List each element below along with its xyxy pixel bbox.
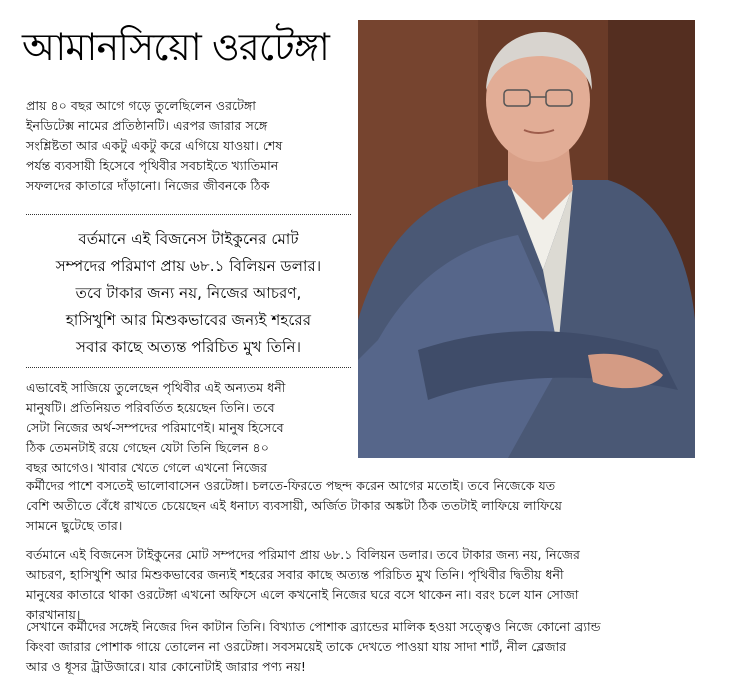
body-paragraph-left: এভাবেই সাজিয়ে তুলেছেন পৃথিবীর এই অন্যতম ধনী মানুষটি। প্রতিনিয়ত পরিবর্তিত হয়েছেন তিনি। তবে সেটা নিজের অর্থ-সম্পদের পরিমাণেই। মানুষ হিসেবে ঠিক তেমনটাই রয়ে গেছেন যেটা তিনি ছিলেন ৪০ বছর আগেও। খাবার খেতে গেলে এখনো নিজের	[26, 380, 286, 475]
intro-paragraph: প্রায় ৪০ বছর আগে গড়ে তুলেছিলেন ওরটেঙ্গা ইনডিটেক্স নামের প্রতিষ্ঠানটি। এরপর জারার সঙ্গে সংশ্লিষ্টতা আর একটু একটু করে এগিয়ে যাওয়া। শেষ পর্যন্ত ব্যবসায়ী হিসেবে পৃথিবীর সবচাইতে খ্যাতিমান সফলদের কাতারে দাঁড়ানো। নিজের জীবনকে ঠিক	[26, 98, 283, 193]
body-paragraph-2: বর্তমানে এই বিজনেস টাইকুনের মোট সম্পদের পরিমাণ প্রায় ৬৮.১ বিলিয়ন ডলার। তবে টাকার জন্য নয়, নিজের আচরণ, হাসিখুশি আর মিশুকভাবের জন্যই শহরের সবার কাছে অত্যন্ত পরিচিত মুখ তিনি। পৃথিবীর দ্বিতীয় ধনী মানুষের কাতারে থাকা ওরটেঙ্গা এখনো অফিসে এলে কখনোই নিজের ঘরে বসে থাকেন না। বরং চলে যান সোজা কারখানায়।	[26, 547, 580, 622]
portrait-photo	[358, 20, 695, 458]
pullquote-bottom-divider	[26, 367, 351, 368]
article-headline: আমানসিয়ো ওরটেঙ্গা	[22, 25, 329, 69]
portrait-illustration	[358, 20, 695, 458]
body-paragraph-1: কর্মীদের পাশে বসতেই ভালোবাসেন ওরটেঙ্গা। চলতে-ফিরতে পছন্দ করেন আগের মতোই। তবে নিজেকে যত বেশি অতীতে বেঁধে রাখতে চেয়েছেন এই ধনাঢ্য ব্যবসায়ী, অর্জিত টাকার অঙ্কটা ঠিক ততটাই লাফিয়ে লাফিয়ে সামনে ছুটেছে তার।	[26, 478, 562, 533]
pullquote-top-divider	[26, 214, 351, 215]
body-paragraph-3: সেখানে কর্মীদের সঙ্গেই নিজের দিন কাটান তিনি। বিখ্যাত পোশাক ব্র্যান্ডের মালিক হওয়া সত্ত্বেও নিজে কোনো ব্র্যান্ড কিংবা জারার পোশাক গায়ে তোলেন না ওরটেঙ্গা। সবসময়েই তাকে দেখতে পাওয়া যায় সাদা শার্ট, নীল ব্লেজার আর ও ধূসর ট্রাউজারে। যার কোনোটাই জারার পণ্য নয়!	[26, 619, 601, 674]
pullquote: বর্তমানে এই বিজনেস টাইকুনের মোট সম্পদের পরিমাণ প্রায় ৬৮.১ বিলিয়ন ডলার। তবে টাকার জন্য নয়, নিজের আচরণ, হাসিখুশি আর মিশুকভাবের জন্যই শহরের সবার কাছে অত্যন্ত পরিচিত মুখ তিনি।	[55, 230, 322, 356]
